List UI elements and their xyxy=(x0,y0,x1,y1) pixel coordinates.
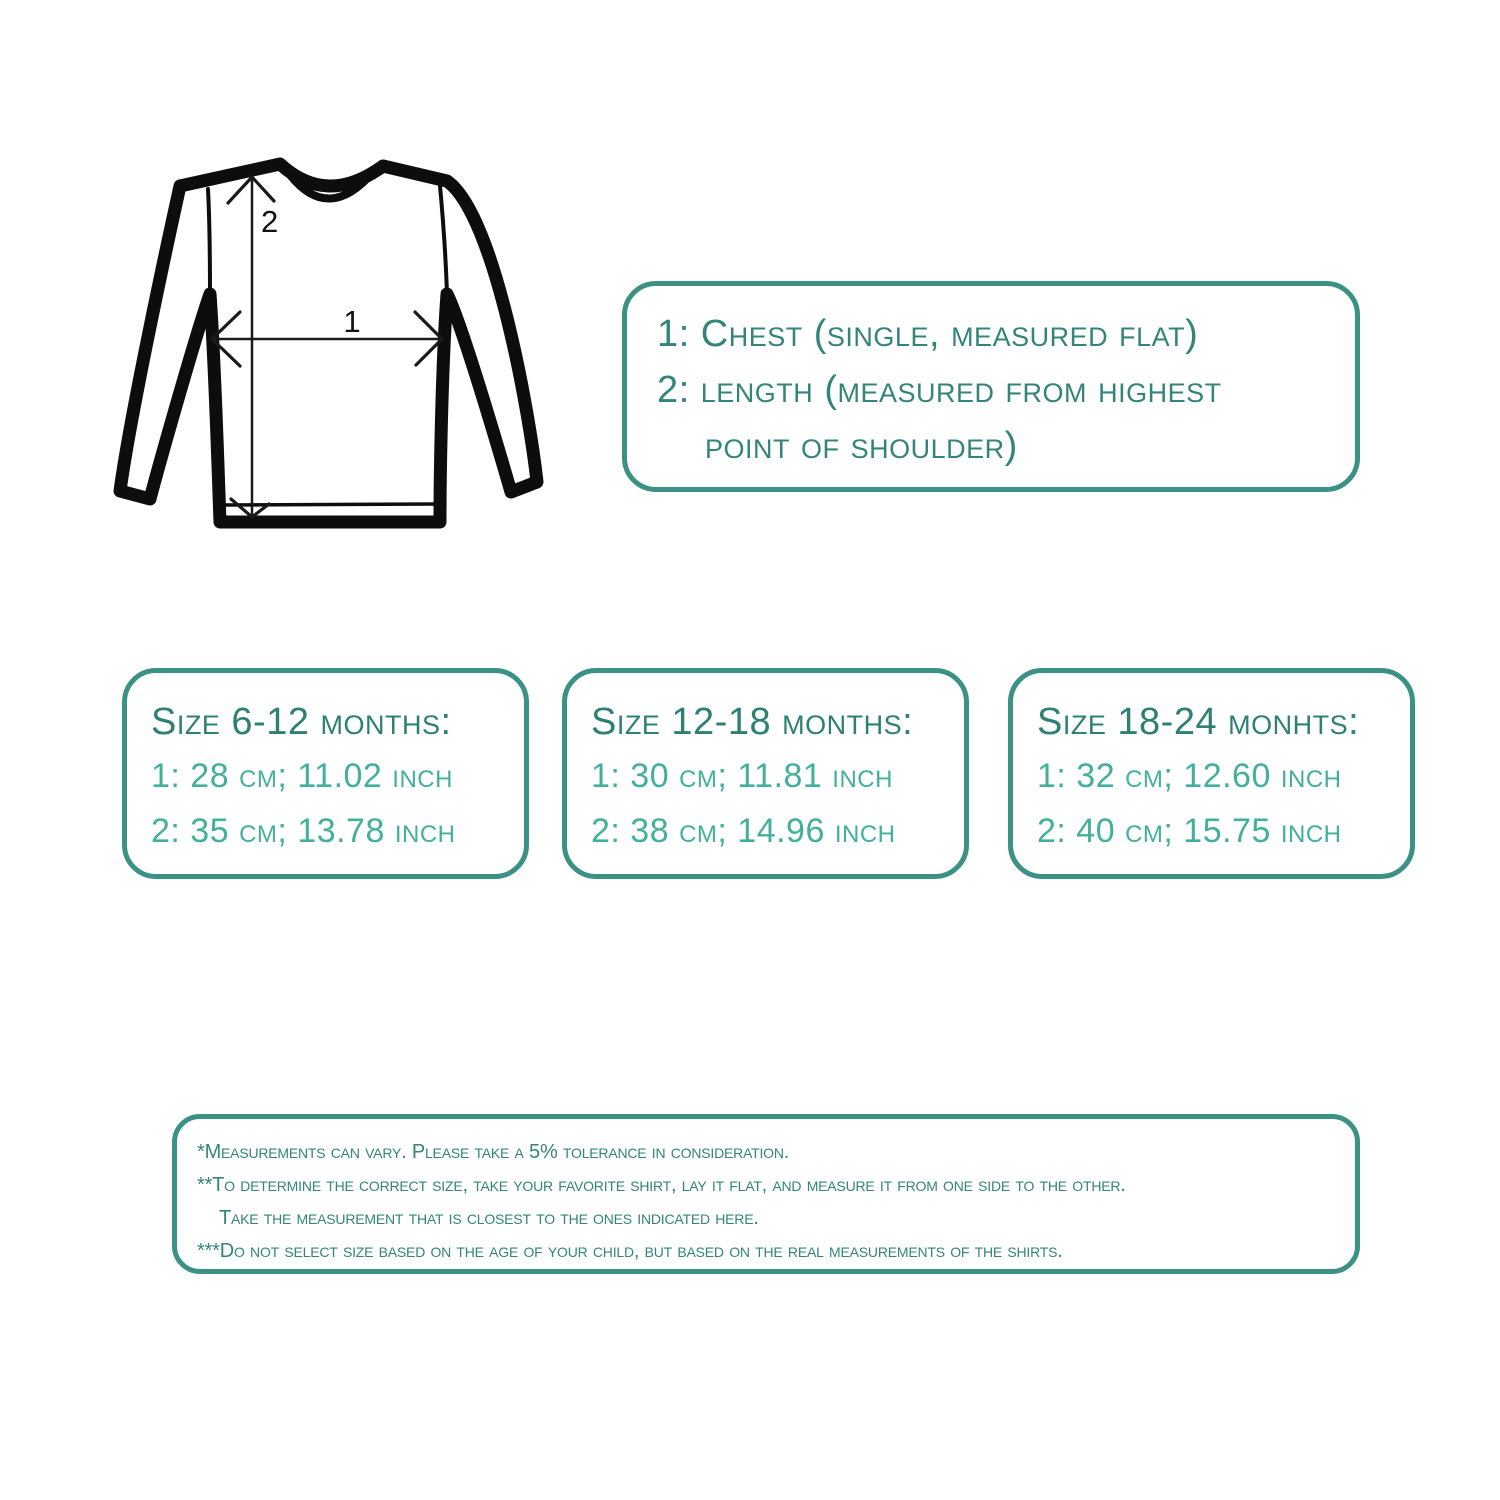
chest-measurement: 1: 28 cm; 11.02 inch xyxy=(151,757,453,795)
length-measurement: 2: 35 cm; 13.78 inch xyxy=(151,812,456,850)
shirt-diagram-icon xyxy=(100,138,560,570)
legend-line-length-cont: point of shoulder) xyxy=(705,425,1018,467)
shirt-outline xyxy=(120,164,537,522)
size-card-12-18-months xyxy=(562,668,969,879)
size-card-18-24-months xyxy=(1008,668,1415,879)
footnote-tolerance: *Measurements can vary. Please take a 5% tolerance in consideration. xyxy=(197,1141,790,1163)
legend-line-length: 2: length (measured from highest xyxy=(657,369,1222,411)
footnote-how-to-measure-cont: Take the measurement that is closest to the ones indicated here. xyxy=(219,1207,759,1229)
length-label: 2 xyxy=(261,204,279,239)
footnote-how-to-measure: **To determine the correct size, take your favorite shirt, lay it flat, and measure it from one side to the other. xyxy=(197,1174,1126,1196)
size-card-6-12-months xyxy=(122,668,529,879)
length-measurement: 2: 40 cm; 15.75 inch xyxy=(1037,812,1342,850)
size-card-title: Size 12-18 months: xyxy=(591,701,914,743)
legend-box xyxy=(622,281,1360,492)
footnotes-box xyxy=(172,1114,1360,1274)
left-sleeve-seam xyxy=(208,189,210,294)
length-measurement: 2: 38 cm; 14.96 inch xyxy=(591,812,896,850)
chest-label: 1 xyxy=(343,304,361,339)
chest-measurement: 1: 30 cm; 11.81 inch xyxy=(591,757,893,795)
legend-line-chest: 1: Chest (single, measured flat) xyxy=(657,313,1199,355)
size-card-title: Size 6-12 months: xyxy=(151,701,452,743)
size-card-title: Size 18-24 monhts: xyxy=(1037,701,1360,743)
chest-measurement: 1: 32 cm; 12.60 inch xyxy=(1037,757,1342,795)
footnote-age-warning: ***Do not select size based on the age of your child, but based on the real measurements of the shirts. xyxy=(197,1240,1063,1262)
shirt-diagram xyxy=(100,138,560,570)
hem-band-line xyxy=(223,504,437,505)
